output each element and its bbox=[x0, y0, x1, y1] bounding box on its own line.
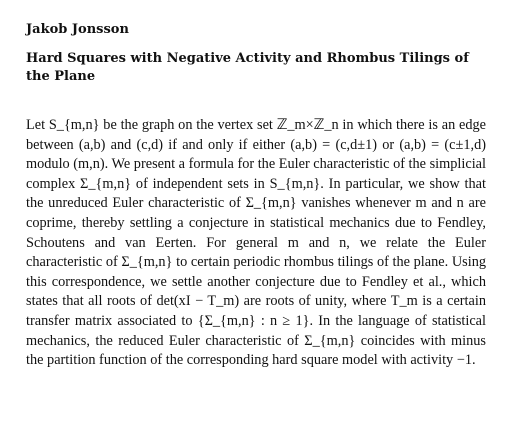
paper-page bbox=[26, 22, 486, 371]
paper-title: Hard Squares with Negative Activity and Rhombus Tilings of the Plane bbox=[26, 51, 469, 84]
author-name: Jakob Jonsson bbox=[26, 22, 129, 37]
abstract bbox=[26, 116, 486, 371]
abstract-text: Let S_{m,n} be the graph on the vertex set ℤ_m×ℤ_n in which there is an edge between (a,b) and (c,d) if and only if either (a,b) = (c,d±1) or (a,b) = (c±1,d) modulo (m,n). We present a formula for the Euler characteristic of the simplicial complex Σ_{m,n} of independent sets in S_{m,n}. In particular, we show that the unreduced Euler characteristic of Σ_{m,n} vanishes whenever m and n are coprime, thereby settling a conjecture in statistical mechanics due to Fendley, Schoutens and van Eerten. For general m and n, we relate the Euler characteristic of Σ_{m,n} to certain periodic rhombus tilings of the plane. Using this correspondence, we settle another conjecture due to Fendley et al., which states that all roots of det(xI − T_m) are roots of unity, where T_m is a certain transfer matrix associated to {Σ_{m,n} : n ≥ 1}. In the language of statistical mechanics, the reduced Euler characteristic of Σ_{m,n} coincides with minus the partition function of the corresponding hard square model with activity −1. bbox=[26, 117, 486, 369]
